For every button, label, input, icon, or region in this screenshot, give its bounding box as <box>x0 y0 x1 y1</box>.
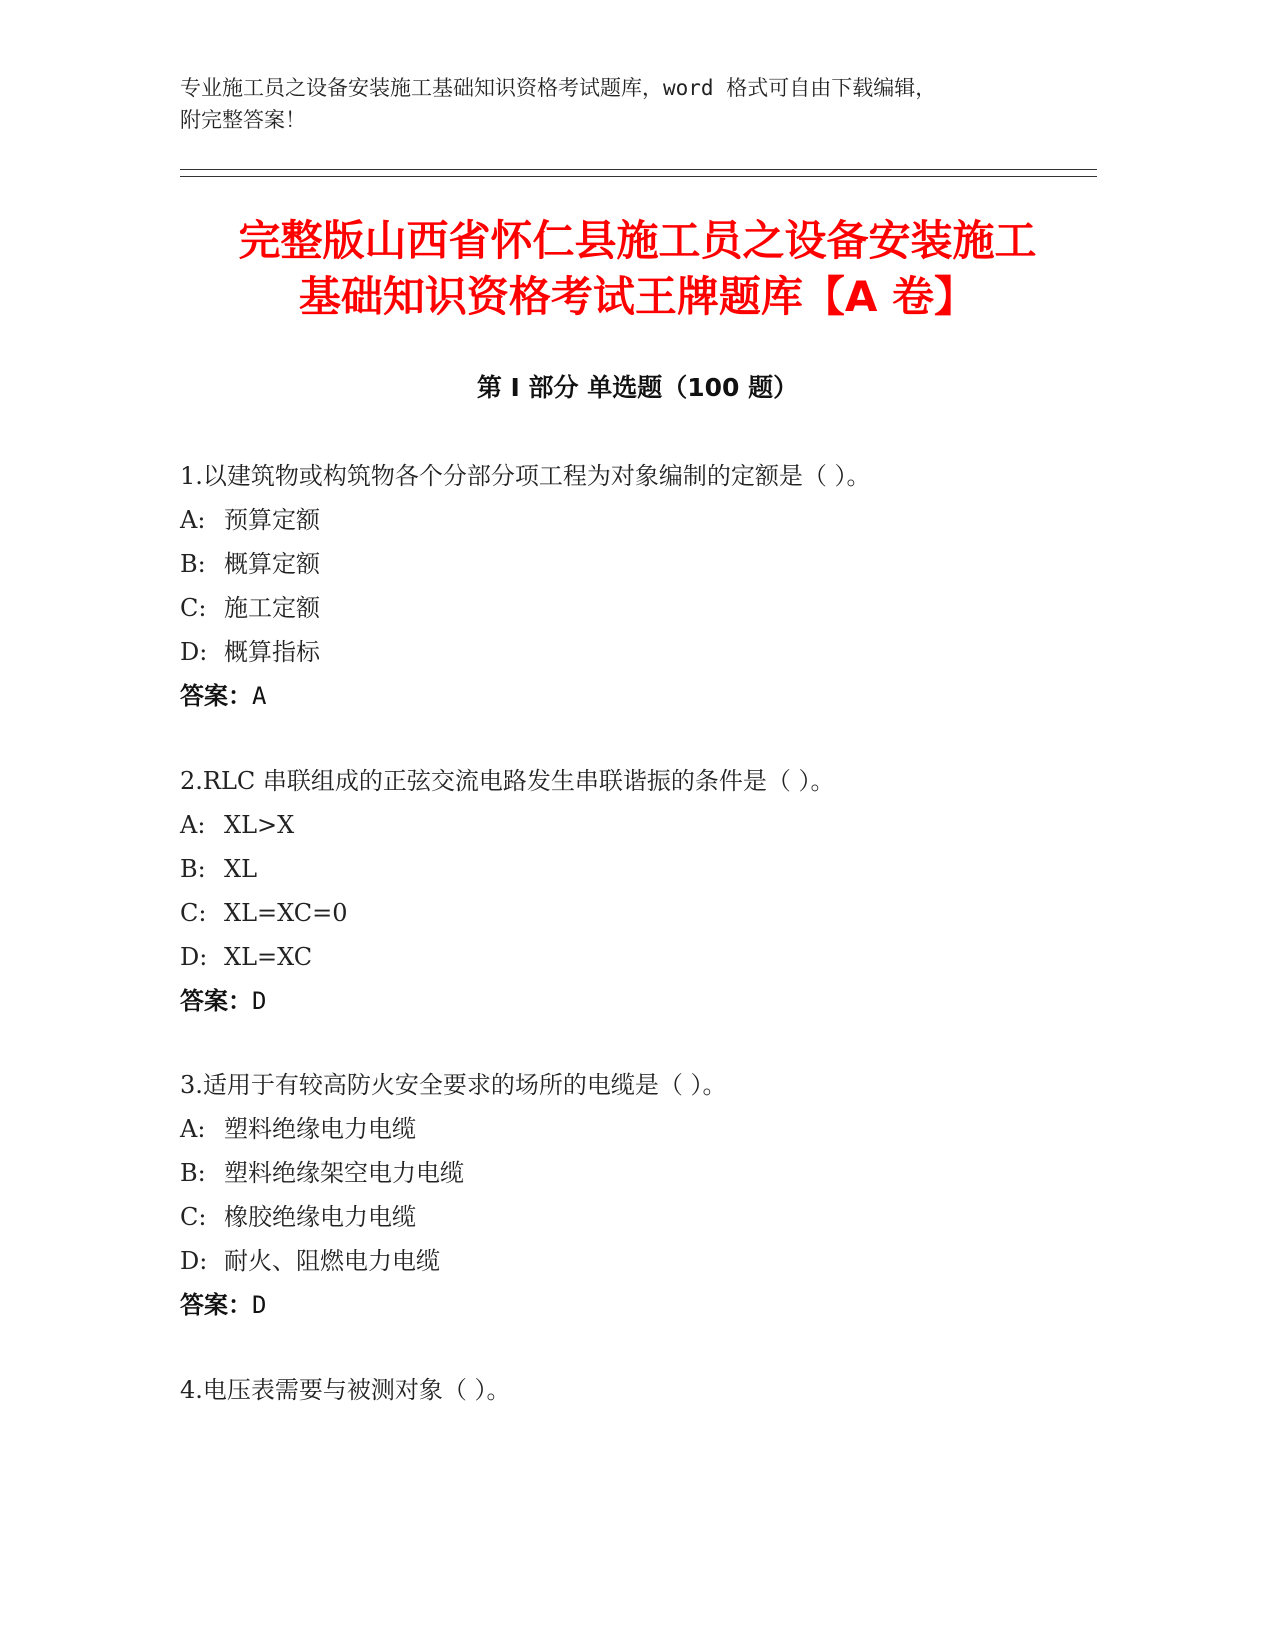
answer-line <box>180 979 1120 1023</box>
option-letter: D: <box>180 943 208 971</box>
option-letter: A: <box>180 506 206 534</box>
header-note-line-2: 附完整答案！ <box>180 108 306 132</box>
option-a <box>180 498 1120 542</box>
option-text: 概算指标 <box>224 638 320 666</box>
answer-line <box>180 674 1120 718</box>
option-a <box>180 803 1120 847</box>
option-c <box>180 1195 1120 1239</box>
option-letter: D: <box>180 638 208 666</box>
option-text: 施工定额 <box>224 594 320 622</box>
answer-value: A <box>252 682 267 710</box>
question-stem: 3.适用于有较高防火安全要求的场所的电缆是（ ）。 <box>180 1071 727 1099</box>
answer-line <box>180 1283 1120 1327</box>
option-text: 塑料绝缘架空电力电缆 <box>224 1159 464 1187</box>
option-letter: C: <box>180 1203 207 1231</box>
answer-label: 答案： <box>180 987 252 1015</box>
option-b <box>180 542 1120 586</box>
option-a <box>180 1107 1120 1151</box>
answer-value: D <box>252 1291 267 1319</box>
answer-value: D <box>252 987 267 1015</box>
question-stem: 2.RLC 串联组成的正弦交流电路发生串联谐振的条件是（ ）。 <box>180 767 835 795</box>
option-letter: A: <box>180 1115 206 1143</box>
option-letter: C: <box>180 899 207 927</box>
option-letter: A: <box>180 811 206 839</box>
answer-label: 答案： <box>180 1291 252 1319</box>
option-text: 概算定额 <box>224 550 320 578</box>
question-stem: 4.电压表需要与被测对象（ ）。 <box>180 1376 511 1404</box>
document-title-line-1: 完整版山西省怀仁县施工员之设备安装施工 <box>238 216 1037 265</box>
section-title: 第 I 部分 单选题（100 题） <box>476 373 799 402</box>
document-title-line-2: 基础知识资格考试王牌题库【A 卷】 <box>298 272 977 321</box>
question-1 <box>180 454 1120 718</box>
header-divider <box>180 169 1097 170</box>
question-3 <box>180 1063 1120 1327</box>
option-text: XL=XC=0 <box>224 899 348 927</box>
option-d <box>180 1239 1120 1283</box>
option-d <box>180 935 1120 979</box>
option-text: 塑料绝缘电力电缆 <box>224 1115 416 1143</box>
header-divider <box>180 176 1097 177</box>
option-letter: B: <box>180 855 206 883</box>
option-d <box>180 630 1120 674</box>
option-c <box>180 586 1120 630</box>
answer-label: 答案： <box>180 682 252 710</box>
document-title <box>100 213 1175 325</box>
option-text: XL=XC <box>224 943 313 971</box>
question-2 <box>180 759 1120 1023</box>
option-text: 耐火、阻燃电力电缆 <box>224 1247 440 1275</box>
option-letter: C: <box>180 594 207 622</box>
option-text: 橡胶绝缘电力电缆 <box>224 1203 416 1231</box>
option-text: XL <box>224 855 258 883</box>
option-letter: B: <box>180 550 206 578</box>
header-note-line-1: 专业施工员之设备安装施工基础知识资格考试题库，word 格式可自由下载编辑， <box>180 76 937 100</box>
option-text: 预算定额 <box>224 506 320 534</box>
option-text: XL>X <box>224 811 295 839</box>
option-letter: D: <box>180 1247 208 1275</box>
question-4 <box>180 1368 1120 1412</box>
option-letter: B: <box>180 1159 206 1187</box>
header-note <box>180 72 1080 136</box>
option-b <box>180 1151 1120 1195</box>
option-b <box>180 847 1120 891</box>
option-c <box>180 891 1120 935</box>
question-stem: 1.以建筑物或构筑物各个分部分项工程为对象编制的定额是（ ）。 <box>180 462 871 490</box>
